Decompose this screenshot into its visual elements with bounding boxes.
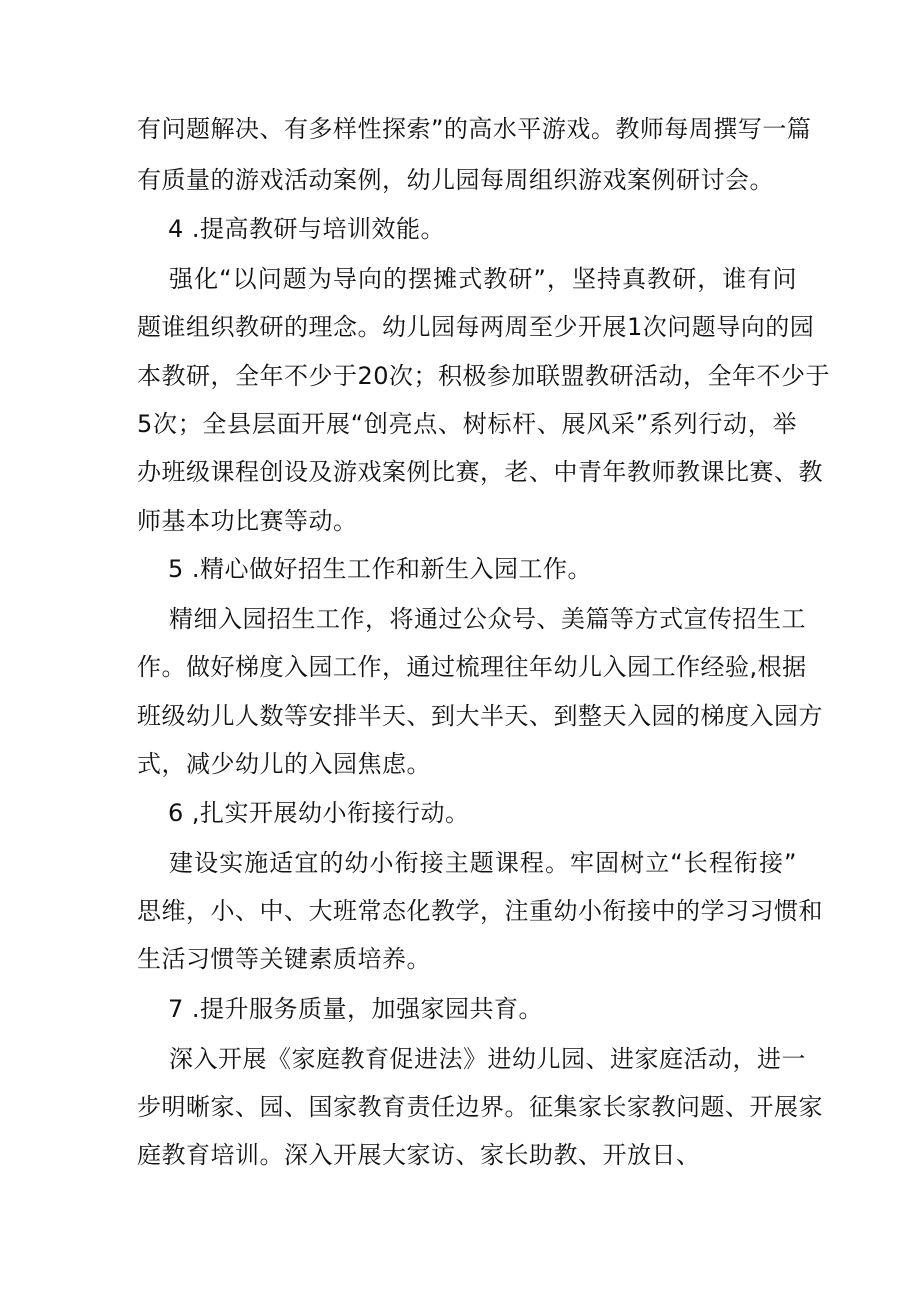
body-text-line: 班级幼儿人数等安排半天、到大半天、到整天入园的梯度入园方 [137,702,823,730]
body-text-line: 思维，小、中、大班常态化教学，注重幼小衔接中的学习习惯和 [137,897,823,925]
section-heading-5: 5 .精心做好招生工作和新生入园工作。 [168,555,593,583]
body-text-line: 步明晰家、园、国家教育责任边界。征集家长家教问题、开展家 [137,1093,823,1121]
body-text-line: 题谁组织教研的理念。幼儿园每两周至少开展1次问题导向的园 [137,313,815,341]
body-text-line: 办班级课程创设及游戏案例比赛，老、中青年教师教课比赛、教 [137,458,823,486]
section-heading-6: 6 ,扎实开展幼小衔接行动。 [168,799,470,827]
body-text-line: 有问题解决、有多样性探索”的高水平游戏。教师每周撰写一篇 [137,115,812,143]
body-text-line: 师基本功比赛等动。 [137,507,358,535]
body-text-line: 作。做好梯度入园工作，通过梳理往年幼儿入园工作经验,根据 [137,653,807,681]
body-text-line: 精细入园招生工作，将通过公众号、美篇等方式宣传招生工 [169,605,806,633]
body-text-line: 强化“以问题为导向的摆摊式教研”，坚持真教研，谁有问 [169,265,797,293]
body-text-line: 有质量的游戏活动案例，幼儿园每周组织游戏案例研讨会。 [137,166,774,194]
body-text-line: 庭教育培训。深入开展大家访、家长助教、开放日、 [137,1141,701,1169]
body-text-line: 生活习惯等关键素质培养。 [137,945,431,973]
body-text-line: 本教研，全年不少于20次；积极参加联盟教研活动，全年不少于 [137,362,831,390]
body-text-line: 式，减少幼儿的入园焦虑。 [137,750,431,778]
body-text-line: 建设实施适宜的幼小衔接主题课程。牢固树立“长程衔接” [169,849,797,877]
body-text-line: 5次；全县层面开展“创亮点、树标杆、展风采”系列行动，举 [137,410,797,438]
section-heading-7: 7 .提升服务质量，加强家园共育。 [168,995,544,1023]
section-heading-4: 4 .提高教研与培训效能。 [168,215,446,243]
body-text-line: 深入开展《家庭教育促进法》进幼儿园、进家庭活动，进一 [169,1045,806,1073]
